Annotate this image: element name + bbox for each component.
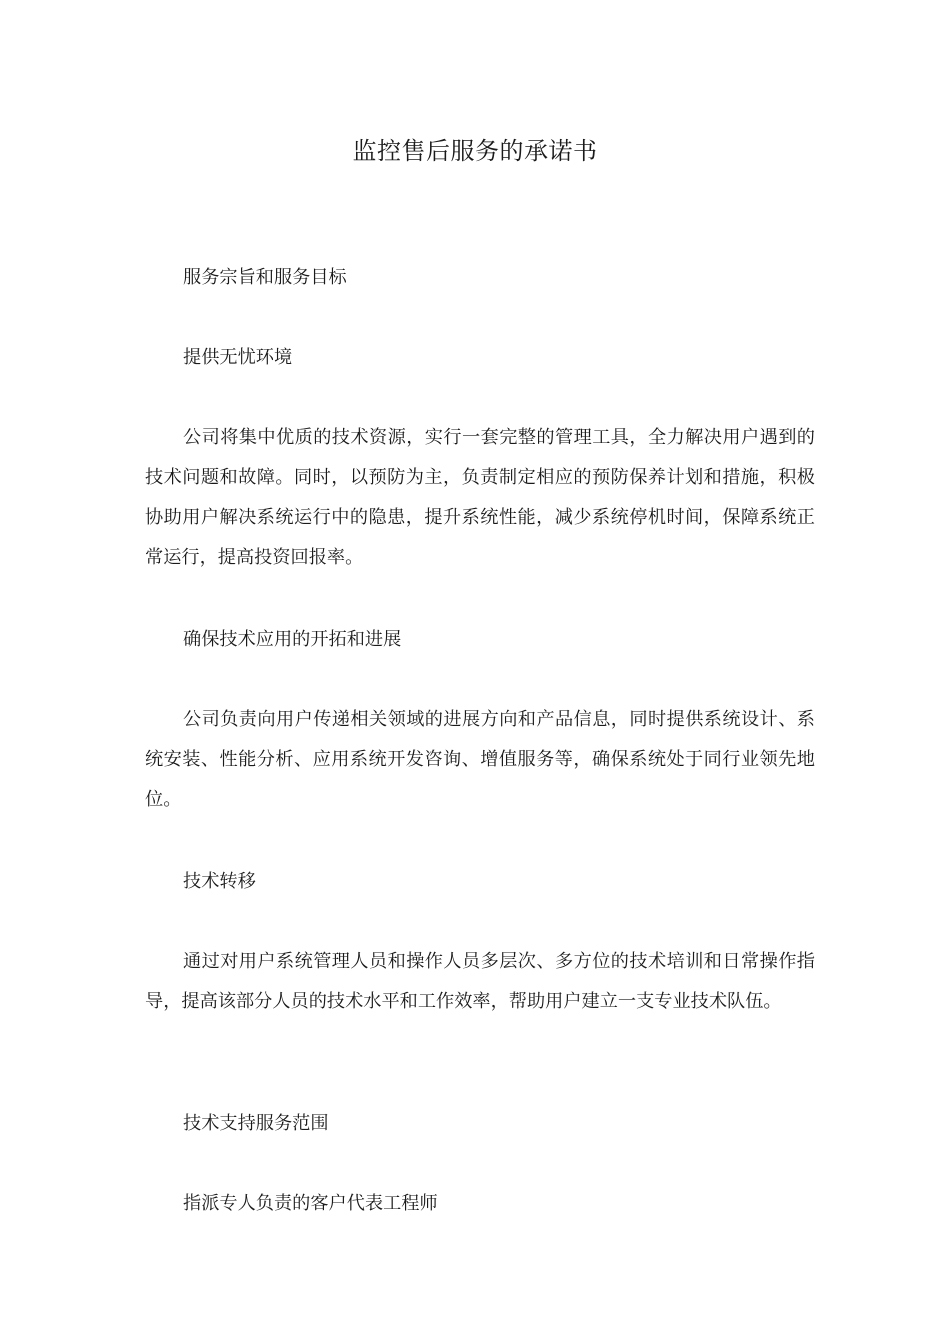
subheading-technology-transfer: 技术转移	[183, 871, 256, 892]
paragraph-technology-development: 公司负责向用户传递相关领域的进展方向和产品信息，同时提供系统设计、系统安装、性能分析、应用系统开发咨询、增值服务等，确保系统处于同行业领先地位。	[145, 709, 815, 810]
section-heading-support-scope: 技术支持服务范围	[183, 1113, 329, 1134]
document-title: 监控售后服务的承诺书	[352, 137, 598, 165]
section-heading-service-purpose: 服务宗旨和服务目标	[183, 267, 347, 288]
paragraph-technology-transfer: 通过对用户系统管理人员和操作人员多层次、多方位的技术培训和日常操作指导，提高该部分人员的技术水平和工作效率，帮助用户建立一支专业技术队伍。	[145, 951, 815, 1012]
subheading-customer-engineer: 指派专人负责的客户代表工程师	[183, 1193, 438, 1214]
subheading-worry-free-environment: 提供无忧环境	[183, 347, 293, 368]
paragraph-worry-free-environment: 公司将集中优质的技术资源，实行一套完整的管理工具，全力解决用户遇到的技术问题和故障。同时，以预防为主，负责制定相应的预防保养计划和措施，积极协助用户解决系统运行中的隐患，提升系统性能，减少系统停机时间，保障系统正常运行，提高投资回报率。	[145, 427, 815, 568]
subheading-technology-development: 确保技术应用的开拓和进展	[183, 629, 402, 650]
